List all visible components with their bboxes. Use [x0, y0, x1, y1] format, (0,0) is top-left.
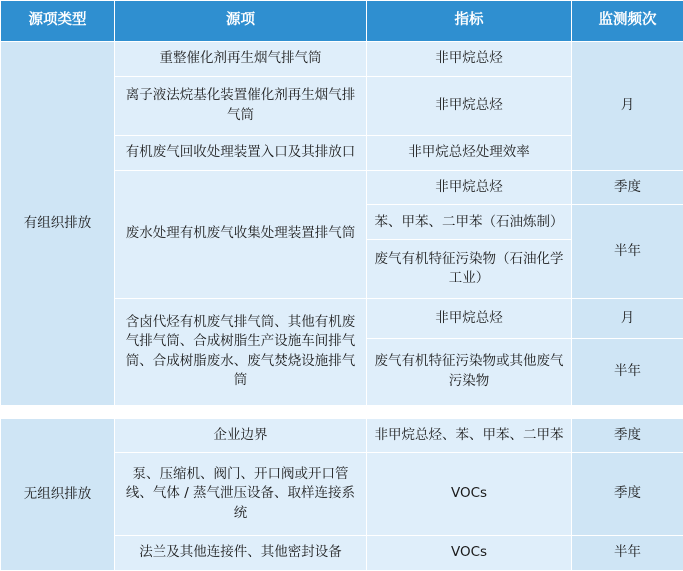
table-row — [1, 42, 683, 77]
cell-source: 重整催化剂再生烟气排气筒 — [115, 42, 367, 77]
table-row — [1, 418, 683, 453]
cell-frequency: 季度 — [572, 170, 683, 205]
cell-source: 有机废气回收处理装置入口及其排放口 — [115, 135, 367, 170]
cell-indicator: 废气有机特征污染物或其他废气污染物 — [367, 338, 572, 405]
column-header-source-item: 源项 — [115, 1, 367, 42]
cell-frequency: 半年 — [572, 536, 683, 571]
table-body — [1, 42, 683, 571]
cell-indicator: 非甲烷总烃 — [367, 42, 572, 77]
cell-source: 离子液法烷基化装置催化剂再生烟气排气筒 — [115, 76, 367, 135]
column-header-indicator: 指标 — [367, 1, 572, 42]
cell-frequency: 季度 — [572, 418, 683, 453]
cell-indicator: 非甲烷总烃 — [367, 170, 572, 205]
cell-source: 法兰及其他连接件、其他密封设备 — [115, 536, 367, 571]
cell-indicator: 非甲烷总烃 — [367, 76, 572, 135]
cell-frequency: 月 — [572, 299, 683, 339]
cell-indicator: 非甲烷总烃、苯、甲苯、二甲苯 — [367, 418, 572, 453]
cell-frequency: 月 — [572, 42, 683, 171]
cell-frequency: 半年 — [572, 205, 683, 299]
column-header-source-type: 源项类型 — [1, 1, 115, 42]
cell-indicator: 非甲烷总烃处理效率 — [367, 135, 572, 170]
cell-category-organized: 有组织排放 — [1, 42, 115, 406]
cell-source: 废水处理有机废气收集处理装置排气筒 — [115, 170, 367, 299]
cell-indicator: 废气有机特征污染物（石油化学工业） — [367, 240, 572, 299]
cell-category-unorganized: 无组织排放 — [1, 418, 115, 570]
cell-indicator: VOCs — [367, 536, 572, 571]
cell-indicator: 非甲烷总烃 — [367, 299, 572, 339]
cell-frequency: 季度 — [572, 453, 683, 536]
cell-source: 企业边界 — [115, 418, 367, 453]
group-separator-row — [1, 405, 683, 418]
table-header-row — [1, 1, 683, 42]
cell-indicator: 苯、甲苯、二甲苯（石油炼制） — [367, 205, 572, 240]
cell-source: 泵、压缩机、阀门、开口阀或开口管线、气体 / 蒸气泄压设备、取样连接系统 — [115, 453, 367, 536]
group-separator — [1, 405, 683, 418]
cell-frequency: 半年 — [572, 338, 683, 405]
column-header-frequency: 监测频次 — [572, 1, 683, 42]
cell-source: 含卤代烃有机废气排气筒、其他有机废气排气筒、合成树脂生产设施车间排气筒、合成树脂废水、废气焚烧设施排气筒 — [115, 299, 367, 406]
cell-indicator: VOCs — [367, 453, 572, 536]
